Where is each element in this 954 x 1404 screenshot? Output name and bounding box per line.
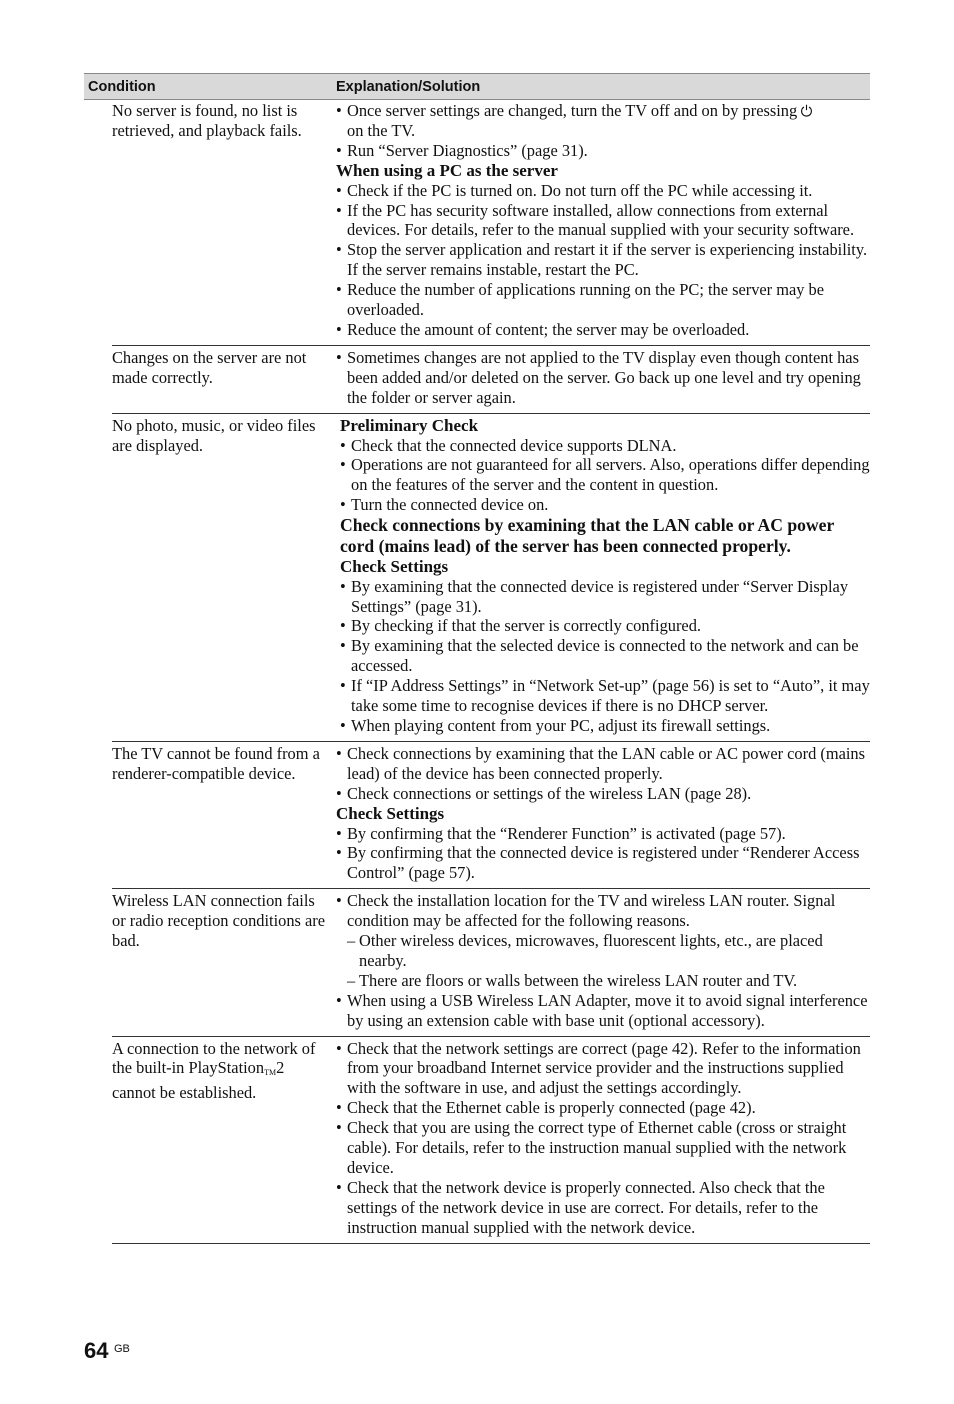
list-item: • Reduce the amount of content; the server may be overloaded. [336, 320, 870, 340]
troubleshooting-table [84, 73, 870, 1244]
list-item: • By checking if that the server is correctly configured. [340, 616, 870, 636]
list-item: • If “IP Address Settings” in “Network Set-up” (page 56) is set to “Auto”, it may take some time to recognise devices if there is no DHCP server. [340, 676, 870, 716]
table-row [112, 414, 870, 742]
list-item: • Check the installation location for the TV and wireless LAN router. Signal condition may be affected for the following reasons. [336, 891, 870, 931]
explanation-cell [334, 415, 870, 741]
list-item: • When using a USB Wireless LAN Adapter, move it to avoid signal interference by using an extension cable with base unit (optional accessory). [336, 991, 870, 1031]
list-item: • By confirming that the “Renderer Function” is activated (page 57). [336, 824, 870, 844]
explanation-cell [334, 347, 870, 413]
bullet-text: Once server settings are changed, turn the TV off and on by pressing [347, 101, 798, 120]
list-item: • Check connections or settings of the wireless LAN (page 28). [336, 784, 870, 804]
condition-cell: No photo, music, or video files are displayed. [112, 415, 316, 455]
explanation-cell [334, 1038, 870, 1243]
condition-cell [112, 1038, 334, 1243]
header-condition: Condition [88, 78, 156, 95]
list-item: • Check if the PC is turned on. Do not turn off the PC while accessing it. [336, 181, 870, 201]
section-heading: Check Settings [336, 803, 445, 823]
condition-text: A connection to the network of the built-in PlayStation [112, 1038, 316, 1078]
list-item: • If the PC has security software installed, allow connections from external devices. For details, refer to the manual supplied with your security software. [336, 201, 870, 241]
table-row [112, 346, 870, 414]
table-row [112, 1037, 870, 1244]
explanation-cell [334, 100, 870, 345]
table-header [84, 73, 870, 100]
list-item: • Operations are not guaranteed for all servers. Also, operations differ depending on the features of the server and the content in question. [340, 455, 870, 495]
list-item: • Check that the network device is properly connected. Also check that the settings of the network device in use are correct. For details, refer to the instruction manual supplied with the network device. [336, 1178, 870, 1238]
list-item: • Stop the server application and restart it if the server is experiencing instability. If the server remains instable, restart the PC. [336, 240, 870, 280]
table-row [112, 742, 870, 889]
list-item: • Sometimes changes are not applied to the TV display even though content has been added and/or deleted on the server. Go back up one level and try opening the folder or server again. [336, 348, 870, 408]
list-item: • Check that the Ethernet cable is properly connected (page 42). [336, 1098, 870, 1118]
trademark-mark: TM [264, 1068, 277, 1078]
list-item: • Check that you are using the correct type of Ethernet cable (cross or straight cable). For details, refer to the instruction manual supplied with the network device. [336, 1118, 870, 1178]
section-heading: Check connections by examining that the LAN cable or AC power cord (mains lead) of the server has been connected properly. [340, 515, 834, 556]
condition-cell: Wireless LAN connection fails or radio reception conditions are bad. [112, 891, 325, 951]
table-row [112, 100, 870, 346]
power-icon [800, 104, 813, 117]
explanation-cell [334, 743, 870, 888]
list-item: • Reduce the number of applications running on the PC; the server may be overloaded. [336, 280, 870, 320]
page-number: 64 [84, 1338, 109, 1363]
list-item: • Check that the network settings are correct (page 42). Refer to the information from your broadband Internet service provider and the instructions supplied with the software in use, and adjust the settings accordingly. [336, 1039, 870, 1099]
explanation-cell [334, 890, 870, 1035]
page-region-suffix: GB [114, 1343, 130, 1355]
bullet-text-cont: on the TV. [347, 120, 416, 140]
list-item: • Run “Server Diagnostics” (page 31). [336, 141, 870, 161]
list-item: • By examining that the connected device is registered under “Server Display Settings” (page 31). [340, 577, 870, 617]
list-item: • When playing content from your PC, adjust its firewall settings. [340, 716, 870, 736]
list-item: • Turn the connected device on. [340, 495, 870, 515]
condition-cell: No server is found, no list is retrieved, and playback fails. [112, 101, 302, 140]
list-item [336, 101, 870, 141]
list-item: • By confirming that the connected device is registered under “Renderer Access Control” (page 57). [336, 843, 870, 883]
sub-list-item: – There are floors or walls between the wireless LAN router and TV. [336, 971, 870, 991]
header-explanation: Explanation/Solution [336, 78, 481, 95]
table-row [112, 889, 870, 1036]
list-item: • Check that the connected device supports DLNA. [340, 436, 870, 456]
condition-text-cont: 2 cannot be established. [112, 1058, 285, 1103]
section-heading: Check Settings [340, 556, 449, 576]
condition-cell: Changes on the server are not made correctly. [112, 347, 307, 387]
section-heading: When using a PC as the server [336, 160, 558, 180]
section-heading: Preliminary Check [340, 415, 479, 435]
condition-cell: The TV cannot be found from a renderer-compatible device. [112, 743, 320, 783]
list-item: • By examining that the selected device is connected to the network and can be accessed. [340, 636, 870, 676]
sub-list-item: – Other wireless devices, microwaves, fluorescent lights, etc., are placed nearby. [336, 931, 870, 971]
list-item: • Check connections by examining that the LAN cable or AC power cord (mains lead) of the device has been connected properly. [336, 744, 870, 784]
